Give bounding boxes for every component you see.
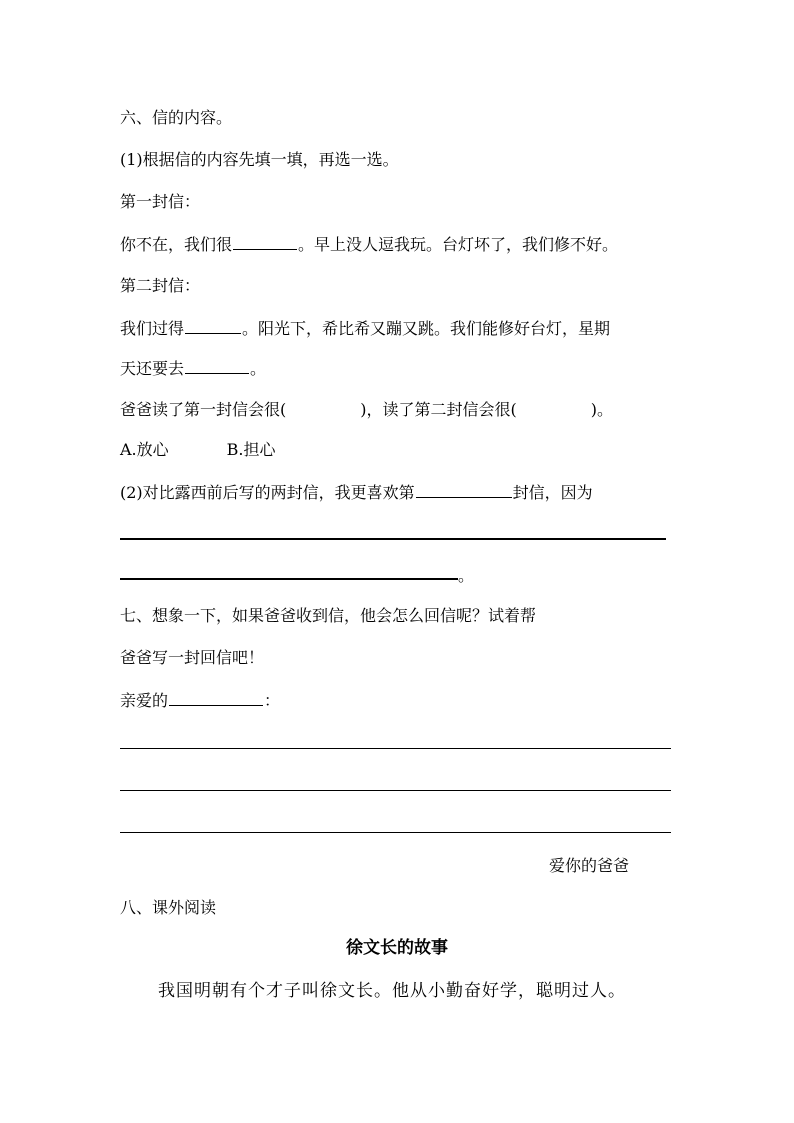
letter-signature: 爱你的爸爸: [549, 856, 630, 875]
letter-2-blank-1[interactable]: [185, 318, 241, 334]
section-6-heading: 六、信的内容。: [120, 108, 233, 127]
section-7-heading-line2: 爸爸写一封回信吧！: [120, 648, 265, 667]
letter-2-text-line1: [120, 318, 610, 339]
letter-2-text-part3: 天还要去: [120, 359, 185, 378]
story-paragraph-line-1: 我国明朝有个才子叫徐文长。他从小勤奋好学，聪明过人。: [158, 981, 626, 1001]
story-title: 徐文长的故事: [346, 938, 448, 958]
letter-2-text-line2: [120, 358, 266, 379]
letter-2-text-part2: 。阳光下，希比希又蹦又跳。我们能修好台灯，星期: [242, 319, 611, 338]
letter-1-text: [120, 234, 618, 255]
choice-question: [120, 400, 613, 420]
greeting-part1: 亲爱的: [120, 691, 169, 710]
question-2-blank[interactable]: [416, 482, 512, 498]
letter-1-blank[interactable]: [233, 234, 297, 250]
section-7-heading-line1: 七、想象一下，如果爸爸收到信，他会怎么回信呢？试着帮: [120, 606, 537, 625]
question-2-part2: 封信，因为: [512, 483, 593, 502]
reply-writing-line-2[interactable]: [120, 790, 671, 791]
answer-line-2[interactable]: [120, 578, 458, 580]
greeting-blank[interactable]: [169, 690, 263, 706]
option-b: B.担心: [226, 440, 276, 459]
letter-2-blank-2[interactable]: [185, 358, 249, 374]
answer-line-1[interactable]: [120, 538, 666, 540]
reply-writing-line-1[interactable]: [120, 748, 671, 749]
question-2-prompt: [120, 482, 593, 503]
letter-1-text-part2: 。早上没人逗我玩。台灯坏了，我们修不好。: [298, 235, 619, 254]
answer-end-mark: 。: [458, 566, 475, 585]
question-2-part1: (2)对比露西前后写的两封信，我更喜欢第: [120, 483, 415, 502]
option-a: A.放心: [120, 440, 169, 459]
letter-2-label: 第二封信：: [120, 276, 201, 295]
letter-1-label: 第一封信：: [120, 192, 201, 211]
letter-2-text-part4: 。: [250, 359, 267, 378]
choice-text-part2: )，读了第二封信会很(: [360, 400, 517, 419]
question-1-prompt: (1)根据信的内容先填一填，再选一选。: [120, 150, 399, 169]
greeting-part2: ：: [264, 691, 281, 710]
letter-2-text-part1: 我们过得: [120, 319, 185, 338]
reply-writing-line-3[interactable]: [120, 832, 671, 833]
choice-text-part3: )。: [590, 400, 613, 419]
section-8-heading: 八、课外阅读: [120, 898, 217, 917]
choice-text-part1: 爸爸读了第一封信会很(: [120, 400, 287, 419]
letter-1-text-part1: 你不在，我们很: [120, 235, 233, 254]
choice-options: [120, 440, 276, 460]
letter-greeting: [120, 690, 280, 711]
